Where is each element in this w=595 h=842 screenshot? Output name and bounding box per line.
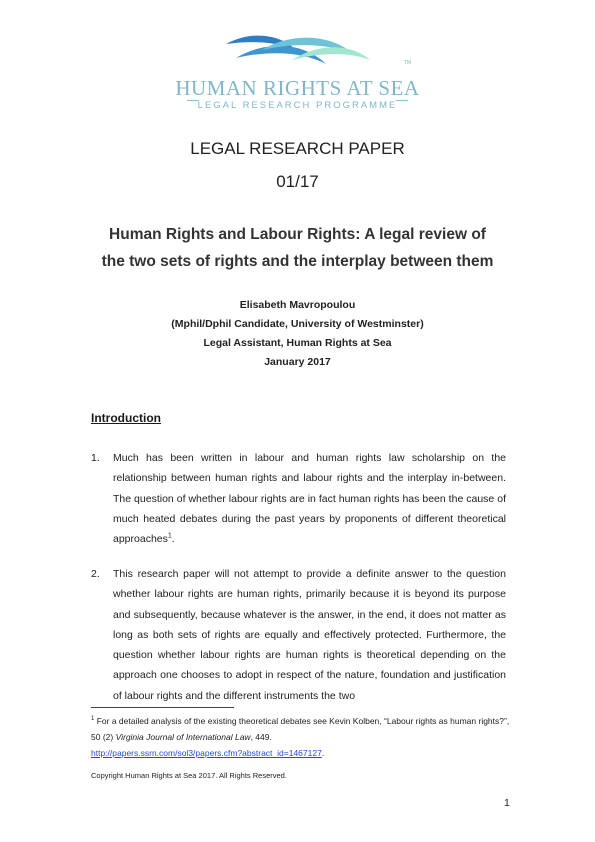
author-role: Legal Assistant, Human Rights at Sea xyxy=(203,337,392,349)
paragraph-number: 1. xyxy=(91,452,100,464)
numbered-paragraph xyxy=(91,564,506,706)
logo-title: HUMAN RIGHTS AT SEA xyxy=(175,76,420,100)
paper-series: LEGAL RESEARCH PAPER xyxy=(190,139,405,158)
footnote xyxy=(91,713,511,761)
organization-logo xyxy=(0,28,595,118)
wave-logo-icon xyxy=(222,30,372,74)
paper-title xyxy=(60,221,535,275)
paragraph-body: Much has been written in labour and human rights law scholarship on the relationship between human rights and labour rights and the interplay in-between. The question of whether labour rights are in fact human rights has been the cause of much heated debates during the past years by proponents of different theoretical approaches xyxy=(113,452,506,546)
section-heading: Introduction xyxy=(91,411,161,425)
paragraph-number: 2. xyxy=(91,568,100,580)
trademark-mark: TM xyxy=(404,60,412,66)
footnote-citation-end: , 449. xyxy=(250,732,272,742)
paragraph-body: This research paper will not attempt to provide a definite answer to the question whether labour rights are human rights, primarily because it is beyond its purpose and subsequently, because whatever is the answer, in the end, it does not matter as long as both sets of rights are equally and effectively protected. Furthermore, the question whether labour rights are human rights is theoretical depending on the approach one chooses to adopt in respect of the nature, foundation and justification of labour rights and the different instruments the two xyxy=(113,568,506,702)
author-name: Elisabeth Mavropoulou xyxy=(239,299,356,311)
footnote-text: For a detailed analysis of the existing theoretical debates see Kevin Kolben, “Labour rights as human rights?”, 50 (2) xyxy=(91,716,510,742)
paper-date: January 2017 xyxy=(264,356,331,368)
footnote-end: . xyxy=(321,748,325,758)
footnote-separator xyxy=(91,707,234,708)
author-affiliation: (Mphil/Dphil Candidate, University of Westminster) xyxy=(171,318,424,330)
numbered-paragraph xyxy=(91,448,506,549)
footnote-reference[interactable]: 1 xyxy=(167,532,172,540)
footnote-marker: 1 xyxy=(91,716,95,723)
paragraph-end: . xyxy=(171,533,175,546)
paper-title-line-1: Human Rights and Labour Rights: A legal review of xyxy=(109,226,486,243)
paper-number: 01/17 xyxy=(276,172,319,191)
paragraph-text xyxy=(113,564,506,706)
paper-title-line-2: the two sets of rights and the interplay between them xyxy=(101,253,494,270)
journal-title: Virginia Journal of International Law xyxy=(115,732,251,742)
footnote-link[interactable]: http://papers.ssrn.com/sol3/papers.cfm?abstract_id=1467127 xyxy=(91,748,322,758)
paragraph-text xyxy=(113,448,506,549)
logo-subtitle: LEGAL RESEARCH PROGRAMME xyxy=(197,100,398,111)
page-number: 1 xyxy=(504,797,510,809)
copyright-notice: Copyright Human Rights at Sea 2017. All Rights Reserved. xyxy=(91,771,287,780)
author-block xyxy=(0,296,595,372)
